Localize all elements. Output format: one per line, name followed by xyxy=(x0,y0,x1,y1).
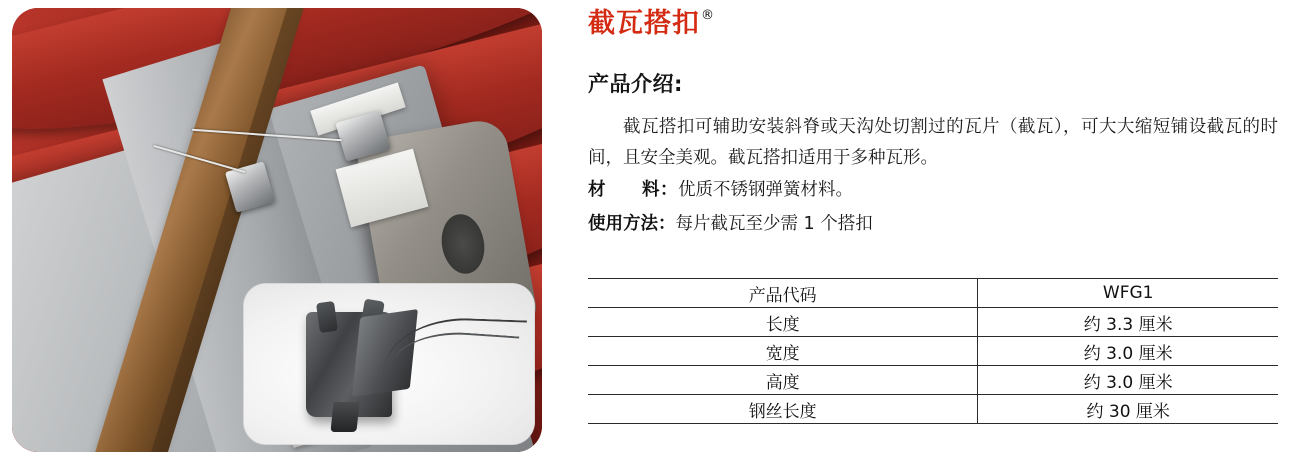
main-product-photo xyxy=(12,8,542,452)
inset-product-photo xyxy=(244,284,534,444)
material-label: 材 料： xyxy=(588,180,678,200)
page-title: 截瓦搭扣 xyxy=(588,8,700,39)
usage-value: 每片截瓦至少需 1 个搭扣 xyxy=(675,214,873,234)
usage-label: 使用方法： xyxy=(588,214,676,234)
spec-label: 高度 xyxy=(588,366,978,395)
usage-line xyxy=(588,210,873,238)
table-row xyxy=(588,279,1278,308)
spec-label: 宽度 xyxy=(588,337,978,366)
main-photo-scene xyxy=(12,8,542,452)
spec-value: 约 30 厘米 xyxy=(978,395,1278,424)
material-line xyxy=(588,176,853,204)
specification-table-body xyxy=(588,279,1278,424)
table-row xyxy=(588,337,1278,366)
spec-value: 约 3.3 厘米 xyxy=(978,308,1278,337)
table-row xyxy=(588,308,1278,337)
product-title-block xyxy=(588,10,714,37)
spec-label: 钢丝长度 xyxy=(588,395,978,424)
specification-table xyxy=(588,278,1278,424)
spec-label: 长度 xyxy=(588,308,978,337)
clip-leg xyxy=(330,402,359,432)
product-description-panel xyxy=(588,0,1288,460)
spec-value: 约 3.0 厘米 xyxy=(978,366,1278,395)
intro-heading: 产品介绍: xyxy=(588,72,683,96)
spec-label: 产品代码 xyxy=(588,279,978,308)
spec-value: WFG1 xyxy=(978,279,1278,308)
registered-trademark-icon: ® xyxy=(701,8,714,23)
table-row xyxy=(588,395,1278,424)
intro-paragraph: 截瓦搭扣可辅助安装斜脊或天沟处切割过的瓦片（截瓦），可大大缩短铺设截瓦的时间，且安全美观。截瓦搭扣适用于多种瓦形。 xyxy=(588,117,1278,168)
table-row xyxy=(588,366,1278,395)
material-value: 优质不锈钢弹簧材料。 xyxy=(678,180,853,200)
spec-value: 约 3.0 厘米 xyxy=(978,337,1278,366)
